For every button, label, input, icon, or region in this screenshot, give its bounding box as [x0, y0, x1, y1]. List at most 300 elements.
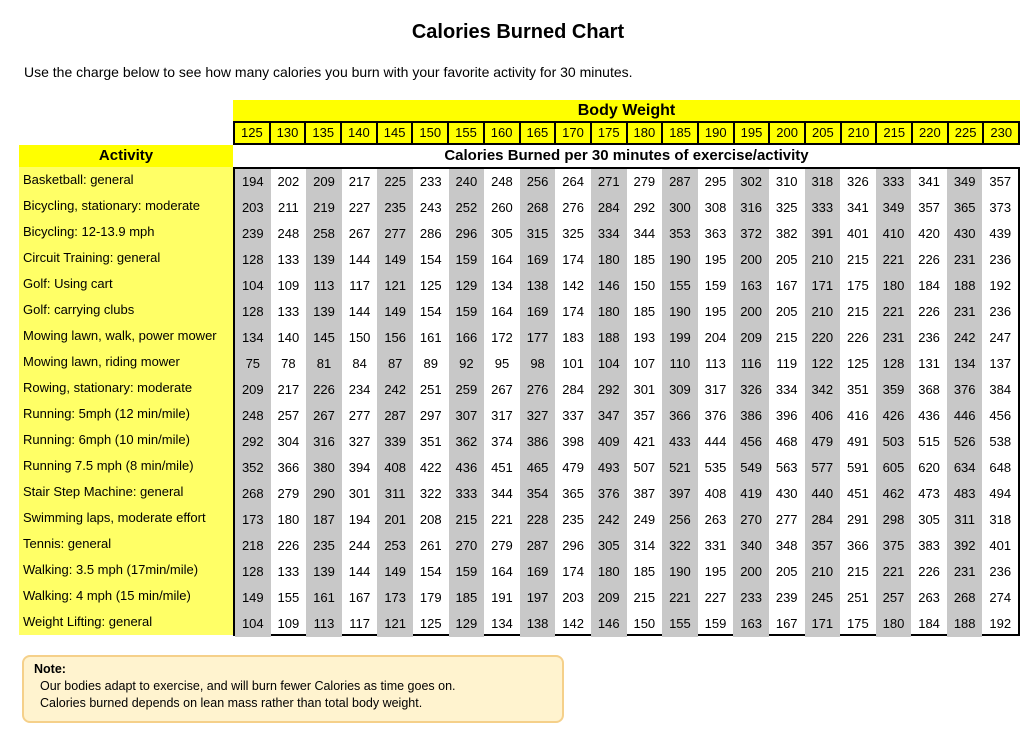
table-cell: 195: [704, 304, 727, 319]
table-row: [235, 533, 1018, 559]
table-cell: 217: [348, 174, 371, 189]
table-cell: 309: [662, 377, 698, 403]
table-cell: 357: [805, 533, 841, 559]
table-cell: 236: [989, 564, 1012, 579]
weight-header-cell: 230: [984, 123, 1020, 143]
table-cell: 276: [562, 200, 584, 215]
table-cell: 308: [704, 200, 727, 215]
table-cell: 194: [235, 169, 271, 195]
table-cell: 396: [775, 408, 798, 423]
table-cell: 221: [876, 299, 912, 325]
table-cell: 251: [419, 382, 442, 397]
table-cell: 307: [449, 403, 485, 429]
table-cell: 515: [918, 434, 940, 449]
table-cell: 357: [918, 200, 940, 215]
table-cell: 190: [662, 559, 698, 585]
table-cell: 156: [377, 325, 413, 351]
table-cell: 231: [947, 247, 983, 273]
table-cell: 243: [419, 200, 442, 215]
table-cell: 409: [591, 429, 627, 455]
table-cell: 200: [733, 559, 769, 585]
table-cell: 380: [306, 455, 342, 481]
activity-label: Mowing lawn, riding mower: [23, 354, 180, 369]
table-cell: 284: [591, 195, 627, 221]
table-cell: 146: [591, 611, 627, 637]
table-cell: 167: [348, 590, 371, 605]
table-cell: 333: [876, 169, 912, 195]
table-cell: 349: [947, 169, 983, 195]
table-cell: 290: [306, 481, 342, 507]
table-cell: 247: [989, 330, 1012, 345]
table-cell: 591: [847, 460, 869, 475]
table-cell: 240: [449, 169, 485, 195]
table-cell: 331: [704, 538, 727, 553]
table-cell: 122: [805, 351, 841, 377]
table-cell: 142: [562, 278, 584, 293]
table-cell: 268: [235, 481, 271, 507]
table-row: [235, 377, 1018, 403]
table-cell: 92: [449, 351, 485, 377]
table-cell: 183: [562, 330, 584, 345]
table-cell: 190: [662, 247, 698, 273]
table-cell: 209: [235, 377, 271, 403]
table-cell: 231: [947, 559, 983, 585]
note-title: Note:: [34, 662, 66, 676]
table-cell: 456: [733, 429, 769, 455]
table-cell: 180: [591, 299, 627, 325]
table-cell: 327: [348, 434, 371, 449]
table-cell: 187: [306, 507, 342, 533]
table-cell: 253: [377, 533, 413, 559]
table-cell: 339: [377, 429, 413, 455]
table-cell: 161: [306, 585, 342, 611]
table-cell: 149: [377, 559, 413, 585]
table-row: [235, 247, 1018, 273]
table-cell: 317: [704, 382, 727, 397]
table-cell: 154: [419, 564, 442, 579]
table-cell: 408: [704, 486, 727, 501]
table-cell: 121: [377, 611, 413, 637]
table-cell: 279: [277, 486, 300, 501]
table-cell: 227: [348, 200, 371, 215]
table-cell: 286: [419, 226, 442, 241]
table-cell: 219: [306, 195, 342, 221]
table-cell: 634: [947, 455, 983, 481]
table-cell: 231: [876, 325, 912, 351]
weight-header-cell: 215: [877, 123, 913, 143]
table-cell: 199: [662, 325, 698, 351]
table-cell: 169: [520, 559, 556, 585]
table-cell: 279: [633, 174, 656, 189]
table-row: [235, 351, 1018, 377]
note-line: Our bodies adapt to exercise, and will burn fewer Calories as time goes on.: [40, 679, 456, 693]
activity-label: Golf: carrying clubs: [23, 302, 135, 317]
table-cell: 210: [805, 299, 841, 325]
table-cell: 383: [918, 538, 940, 553]
table-cell: 133: [277, 564, 300, 579]
table-cell: 398: [562, 434, 584, 449]
table-cell: 174: [562, 564, 584, 579]
table-cell: 263: [704, 512, 727, 527]
table-cell: 264: [562, 174, 584, 189]
table-cell: 220: [805, 325, 841, 351]
table-row: [235, 403, 1018, 429]
table-cell: 535: [704, 460, 727, 475]
table-cell: 204: [704, 330, 727, 345]
table-cell: 104: [235, 273, 271, 299]
table-cell: 386: [733, 403, 769, 429]
table-cell: 375: [876, 533, 912, 559]
table-cell: 436: [918, 408, 940, 423]
table-cell: 184: [918, 278, 940, 293]
table-cell: 185: [633, 304, 656, 319]
table-cell: 526: [947, 429, 983, 455]
table-cell: 256: [520, 169, 556, 195]
table-cell: 131: [918, 356, 940, 371]
table-cell: 314: [633, 538, 656, 553]
activity-label: Circuit Training: general: [23, 250, 161, 265]
table-cell: 172: [491, 330, 513, 345]
table-cell: 244: [348, 538, 371, 553]
table-cell: 479: [562, 460, 584, 475]
table-cell: 215: [847, 304, 869, 319]
table-cell: 351: [847, 382, 869, 397]
table-cell: 209: [591, 585, 627, 611]
table-cell: 185: [449, 585, 485, 611]
table-cell: 365: [947, 195, 983, 221]
table-cell: 177: [520, 325, 556, 351]
table-cell: 221: [662, 585, 698, 611]
table-cell: 440: [805, 481, 841, 507]
table-cell: 84: [352, 356, 367, 371]
table-cell: 249: [633, 512, 656, 527]
table-cell: 326: [847, 174, 869, 189]
table-cell: 260: [491, 200, 513, 215]
table-cell: 161: [419, 330, 442, 345]
table-cell: 171: [805, 611, 841, 637]
table-cell: 271: [591, 169, 627, 195]
weight-header-cell: 125: [235, 123, 271, 143]
table-cell: 410: [876, 221, 912, 247]
table-cell: 334: [591, 221, 627, 247]
table-cell: 202: [277, 174, 300, 189]
table-cell: 291: [847, 512, 869, 527]
table-cell: 175: [847, 278, 869, 293]
table-cell: 439: [989, 226, 1012, 241]
table-cell: 134: [491, 616, 513, 631]
table-cell: 203: [562, 590, 584, 605]
table-cell: 188: [947, 273, 983, 299]
table-cell: 188: [591, 325, 627, 351]
table-cell: 174: [562, 252, 584, 267]
activity-label: Bicycling: 12-13.9 mph: [23, 224, 155, 239]
table-cell: 376: [704, 408, 727, 423]
table-cell: 78: [281, 356, 296, 371]
table-cell: 228: [520, 507, 556, 533]
table-cell: 256: [662, 507, 698, 533]
weight-header-cell: 180: [628, 123, 664, 143]
table-cell: 362: [449, 429, 485, 455]
table-cell: 391: [805, 221, 841, 247]
weight-header-cell: 220: [913, 123, 949, 143]
table-cell: 195: [704, 252, 727, 267]
table-cell: 325: [562, 226, 584, 241]
table-cell: 284: [805, 507, 841, 533]
table-cell: 479: [805, 429, 841, 455]
table-cell: 116: [733, 351, 769, 377]
table-cell: 180: [591, 247, 627, 273]
table-cell: 316: [733, 195, 769, 221]
table-cell: 133: [277, 252, 300, 267]
activity-label: Stair Step Machine: general: [23, 484, 184, 499]
table-cell: 326: [733, 377, 769, 403]
table-cell: 274: [989, 590, 1012, 605]
table-cell: 110: [662, 351, 698, 377]
table-cell: 184: [918, 616, 940, 631]
table-cell: 226: [918, 304, 940, 319]
table-cell: 144: [348, 564, 371, 579]
table-cell: 276: [520, 377, 556, 403]
table-cell: 349: [876, 195, 912, 221]
table-cell: 145: [306, 325, 342, 351]
table-cell: 107: [633, 356, 656, 371]
table-cell: 302: [733, 169, 769, 195]
activity-label: Rowing, stationary: moderate: [23, 380, 193, 395]
table-cell: 340: [733, 533, 769, 559]
table-cell: 316: [306, 429, 342, 455]
table-cell: 175: [847, 616, 869, 631]
table-cell: 209: [306, 169, 342, 195]
table-cell: 180: [277, 512, 300, 527]
body-weight-header: Body Weight: [233, 100, 1020, 121]
table-cell: 259: [449, 377, 485, 403]
table-cell: 426: [876, 403, 912, 429]
table-cell: 149: [377, 299, 413, 325]
table-cell: 277: [377, 221, 413, 247]
weight-header-row: [233, 121, 1020, 145]
table-cell: 296: [449, 221, 485, 247]
table-cell: 351: [419, 434, 442, 449]
table-cell: 209: [733, 325, 769, 351]
table-cell: 456: [989, 408, 1012, 423]
table-cell: 95: [494, 356, 510, 371]
table-cell: 121: [377, 273, 413, 299]
table-cell: 144: [348, 304, 371, 319]
table-cell: 166: [449, 325, 485, 351]
table-cell: 109: [277, 278, 300, 293]
table-cell: 180: [591, 559, 627, 585]
table-cell: 215: [449, 507, 485, 533]
table-cell: 392: [947, 533, 983, 559]
table-cell: 430: [947, 221, 983, 247]
table-cell: 433: [662, 429, 698, 455]
table-cell: 134: [947, 351, 983, 377]
table-cell: 113: [306, 273, 342, 299]
table-cell: 218: [235, 533, 271, 559]
table-cell: 384: [989, 382, 1012, 397]
table-cell: 125: [419, 278, 442, 293]
table-cell: 159: [704, 616, 727, 631]
table-row: [235, 559, 1018, 585]
table-cell: 521: [662, 455, 698, 481]
table-cell: 113: [306, 611, 342, 637]
table-cell: 267: [491, 382, 513, 397]
table-cell: 365: [562, 486, 584, 501]
table-cell: 226: [306, 377, 342, 403]
table-cell: 144: [348, 252, 371, 267]
table-cell: 164: [491, 564, 513, 579]
table-cell: 318: [989, 512, 1012, 527]
table-cell: 366: [847, 538, 869, 553]
table-cell: 215: [847, 252, 869, 267]
table-cell: 406: [805, 403, 841, 429]
table-cell: 234: [348, 382, 371, 397]
table-cell: 167: [775, 278, 798, 293]
table-cell: 446: [947, 403, 983, 429]
table-cell: 648: [989, 460, 1012, 475]
table-cell: 292: [633, 200, 656, 215]
table-cell: 374: [491, 434, 513, 449]
table-cell: 620: [918, 460, 940, 475]
table-cell: 142: [562, 616, 584, 631]
table-cell: 125: [847, 356, 869, 371]
table-cell: 277: [775, 512, 798, 527]
table-cell: 236: [989, 252, 1012, 267]
table-cell: 150: [348, 330, 371, 345]
table-cell: 134: [235, 325, 271, 351]
table-cell: 217: [277, 382, 300, 397]
table-cell: 353: [662, 221, 698, 247]
weight-header-cell: 130: [271, 123, 307, 143]
table-cell: 155: [277, 590, 300, 605]
table-cell: 252: [449, 195, 485, 221]
table-cell: 301: [348, 486, 371, 501]
table-cell: 119: [776, 356, 798, 371]
table-cell: 465: [520, 455, 556, 481]
weight-header-cell: 205: [806, 123, 842, 143]
table-row: [235, 429, 1018, 455]
table-cell: 376: [947, 377, 983, 403]
calories-table: [233, 167, 1020, 636]
table-cell: 138: [520, 611, 556, 637]
weight-header-cell: 195: [735, 123, 771, 143]
table-cell: 221: [876, 247, 912, 273]
activity-label: Running: 5mph (12 min/mile): [23, 406, 190, 421]
table-cell: 325: [775, 200, 798, 215]
table-cell: 140: [277, 330, 300, 345]
table-cell: 295: [704, 174, 727, 189]
table-cell: 208: [419, 512, 442, 527]
table-cell: 190: [662, 299, 698, 325]
table-cell: 200: [733, 299, 769, 325]
table-row: [235, 455, 1018, 481]
weight-header-cell: 225: [949, 123, 985, 143]
table-cell: 549: [733, 455, 769, 481]
table-cell: 248: [491, 174, 513, 189]
table-cell: 169: [520, 299, 556, 325]
weight-header-cell: 210: [842, 123, 878, 143]
table-cell: 300: [662, 195, 698, 221]
table-cell: 287: [520, 533, 556, 559]
activity-label: Golf: Using cart: [23, 276, 113, 291]
table-cell: 315: [520, 221, 556, 247]
table-cell: 296: [562, 538, 584, 553]
table-cell: 185: [633, 252, 656, 267]
table-cell: 317: [491, 408, 513, 423]
weight-header-cell: 190: [699, 123, 735, 143]
table-cell: 192: [989, 278, 1012, 293]
table-cell: 154: [419, 304, 442, 319]
table-cell: 494: [989, 486, 1012, 501]
table-cell: 201: [377, 507, 413, 533]
table-cell: 304: [277, 434, 300, 449]
table-cell: 301: [633, 382, 656, 397]
table-cell: 419: [733, 481, 769, 507]
table-cell: 468: [775, 434, 798, 449]
table-cell: 382: [775, 226, 798, 241]
table-cell: 191: [491, 590, 513, 605]
table-cell: 180: [876, 611, 912, 637]
table-cell: 363: [704, 226, 727, 241]
table-cell: 334: [775, 382, 798, 397]
table-cell: 139: [306, 247, 342, 273]
table-cell: 376: [591, 481, 627, 507]
table-cell: 563: [775, 460, 798, 475]
table-cell: 408: [377, 455, 413, 481]
table-cell: 203: [235, 195, 271, 221]
table-cell: 138: [520, 273, 556, 299]
table-cell: 344: [633, 226, 656, 241]
activity-label: Running: 6mph (10 min/mile): [23, 432, 190, 447]
table-cell: 327: [520, 403, 556, 429]
table-cell: 159: [704, 278, 727, 293]
table-cell: 164: [491, 304, 513, 319]
table-cell: 155: [662, 273, 698, 299]
table-cell: 150: [633, 616, 656, 631]
weight-header-cell: 200: [770, 123, 806, 143]
table-cell: 133: [277, 304, 300, 319]
table-cell: 193: [633, 330, 656, 345]
table-cell: 159: [449, 247, 485, 273]
table-cell: 163: [733, 273, 769, 299]
activity-column: [19, 167, 233, 635]
activity-label: Walking: 3.5 mph (17min/mile): [23, 562, 199, 577]
weight-header-cell: 170: [556, 123, 592, 143]
table-cell: 215: [775, 330, 798, 345]
weight-header-cell: 175: [592, 123, 628, 143]
table-cell: 171: [805, 273, 841, 299]
table-cell: 128: [235, 559, 271, 585]
table-cell: 245: [805, 585, 841, 611]
table-cell: 149: [235, 585, 271, 611]
table-row: [235, 611, 1018, 637]
table-cell: 394: [348, 460, 371, 475]
table-cell: 270: [449, 533, 485, 559]
table-cell: 248: [235, 403, 271, 429]
table-cell: 113: [705, 356, 726, 371]
table-cell: 352: [235, 455, 271, 481]
table-cell: 215: [847, 564, 869, 579]
weight-header-cell: 140: [342, 123, 378, 143]
table-cell: 430: [775, 486, 798, 501]
table-cell: 444: [704, 434, 727, 449]
table-cell: 267: [348, 226, 371, 241]
table-cell: 305: [491, 226, 513, 241]
table-cell: 174: [562, 304, 584, 319]
table-cell: 318: [805, 169, 841, 195]
weight-header-cell: 165: [521, 123, 557, 143]
activity-label: Basketball: general: [23, 172, 134, 187]
